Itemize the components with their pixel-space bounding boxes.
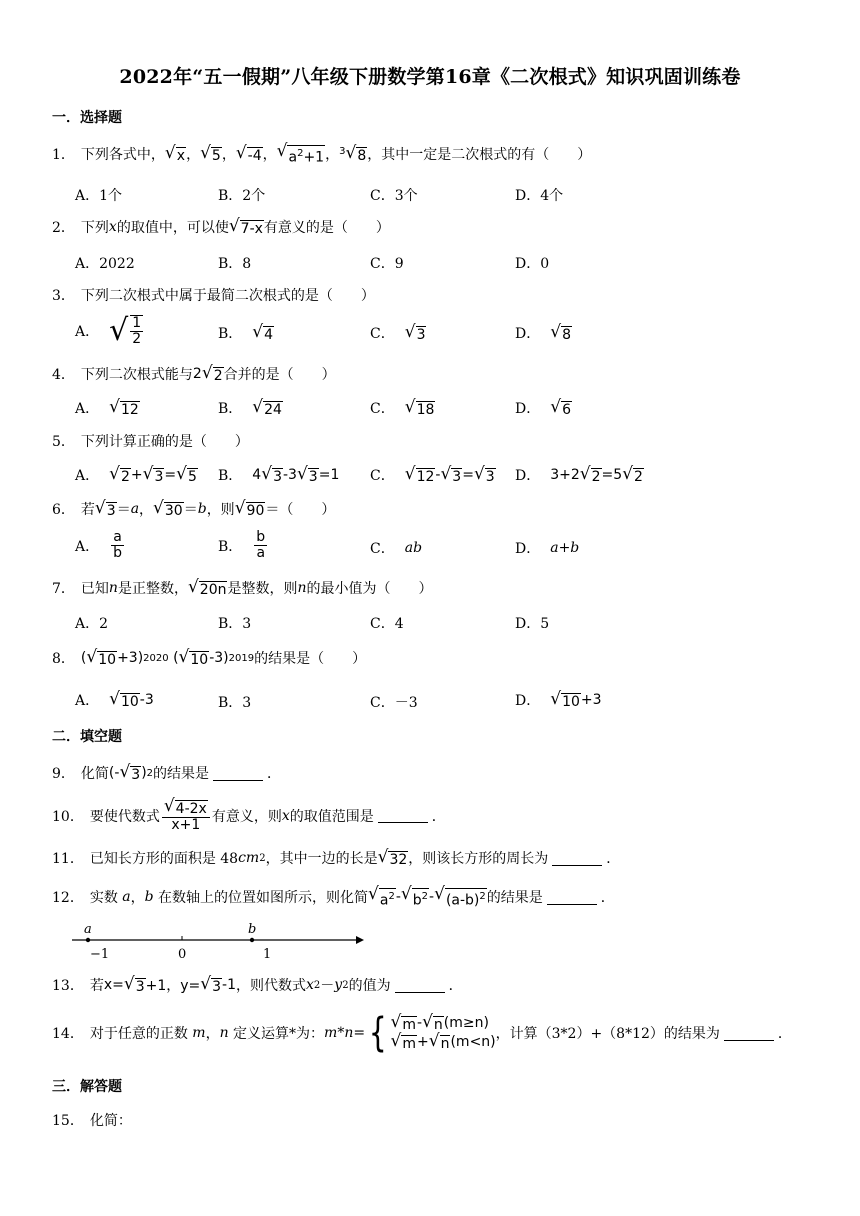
question-3: 3． 下列二次根式中属于最简二次根式的是（ ） <box>52 288 375 304</box>
answer-blank[interactable] <box>724 1026 774 1041</box>
option-d: D． √ 8 <box>515 321 571 343</box>
section-choice: 一．选择题 <box>52 110 122 126</box>
option: B．2个 <box>218 188 266 204</box>
question-15: 15． 化简： <box>52 1113 132 1129</box>
option: D．4个 <box>515 188 564 204</box>
option-c: C． √ 18 <box>370 396 435 418</box>
option: A．2 <box>75 616 109 632</box>
svg-text:a: a <box>84 922 92 937</box>
option: B．8 <box>218 256 252 272</box>
svg-text:1: 1 <box>263 947 272 962</box>
option-c: C． √ 12 - √ 3 = √ 3 <box>370 463 495 485</box>
answer-blank[interactable] <box>213 766 263 781</box>
question-14: 14． 对于任意的正数 m ， n 定义运算*为： m * n = { √ m - √ n (m≥n) √ m + √ n (m<n) ，计算（3*2）+（8*12）的结果为 ． <box>52 1010 792 1056</box>
point-b <box>250 938 254 942</box>
svg-text:0: 0 <box>178 947 187 962</box>
svg-text:b: b <box>248 922 257 937</box>
option: B．3 <box>218 616 252 632</box>
page-title: 2022年“五一假期”八年级下册数学第16章《二次根式》知识巩固训练卷 <box>119 66 741 88</box>
piecewise-definition: √ m - √ n (m≥n) √ m + √ n (m<n) <box>390 1012 496 1052</box>
question-2: 2． 下列 x 的取值中，可以使 √ 7-x 有意义的是（ ） <box>52 215 390 237</box>
question-12: 12． 实数 a ， b 在数轴上的位置如图所示，则化简 √ $a^2$ - √ $b^2$ - √ $(a-b)^2$ 的结果是 ． <box>52 884 615 909</box>
option-b: B． √ 24 <box>218 396 282 418</box>
question-10: 10． 要使代数式 √ 4-2x x+1 有意义，则 x 的取值范围是 ． <box>52 796 446 833</box>
option-d: D． √ 10 +3 <box>515 688 602 710</box>
option-c: C． ab <box>370 540 423 557</box>
number-line <box>70 920 370 962</box>
option-b: B． √ 4 <box>218 321 274 343</box>
option-b: B．3 <box>218 695 252 711</box>
question-8: 8． ( √ 10 +3) 2020 ( √ 10 -3) 2019 的结果是（ ） <box>52 646 367 668</box>
svg-text:−1: −1 <box>90 947 110 962</box>
section-fill: 二．填空题 <box>52 729 122 745</box>
q8-expression: ( √ 10 +3) 2020 ( √ 10 -3) 2019 <box>80 646 255 668</box>
question-6: 6． 若 √ 3 ＝ a ， √ 30 ＝ b ，则 √ 90 ＝（ ） <box>52 497 336 519</box>
question-13: 13． 若 x= √ 3 +1，y= √ 3 -1 ，则代数式 x 2 － y 2 的值为 ． <box>52 973 463 995</box>
option: C．3个 <box>370 188 418 204</box>
answer-blank[interactable] <box>547 890 597 905</box>
option: D．5 <box>515 616 550 632</box>
answer-blank[interactable] <box>395 978 445 993</box>
option-d: D． √ 6 <box>515 396 571 418</box>
option-a: A． √ 10 -3 <box>75 688 154 710</box>
question-9: 9． 化简 (- √ 3 ) 2 的结果是 ． <box>52 761 282 783</box>
question-5: 5． 下列计算正确的是（ ） <box>52 434 249 450</box>
question-11: 11． 已知长方形的面积是 48 cm 2 ，其中一边的长是 √ 32 ，则该长方形的周长为 ． <box>52 846 621 868</box>
option-c: C． √ 3 <box>370 321 426 343</box>
option: C．4 <box>370 616 404 632</box>
point-a <box>86 938 90 942</box>
question-4: 4． 下列二次根式能与 2 √ 2 合并的是（ ） <box>52 362 336 384</box>
option: D．0 <box>515 256 550 272</box>
option-d: D． 3+2 √ 2 =5 √ 2 <box>515 463 643 485</box>
option-c: C．－3 <box>370 695 418 711</box>
answer-blank[interactable] <box>552 851 602 866</box>
option-a: A． √ 12 <box>75 396 139 418</box>
q1-expressions: √ x ， √ 5 ， √ -4 ， √ $a^2+1$ ， $^3$ √ 8 <box>164 141 367 166</box>
question-1: 1． 下列各式中， √ x ， √ 5 ， √ -4 ， √ $a^2+1$ ， $^3$ √ 8 ，其中一定是二次根式的有（ ） <box>52 141 592 166</box>
q10-fraction: √ 4-2x x+1 <box>162 798 210 833</box>
option-a: A． √ 2 + √ 3 = √ 5 <box>75 463 197 485</box>
option-a: A． $\frac{a}{b}$ <box>75 529 123 561</box>
question-7: 7． 已知 n 是正整数， √ 20n 是整数，则 n 的最小值为（ ） <box>52 576 433 598</box>
option-d: D． a+b <box>515 540 580 557</box>
option: C．9 <box>370 256 404 272</box>
option-b: B． $\frac{b}{a}$ <box>218 529 266 561</box>
option-a: A． √ $\frac{1}{2}$ <box>75 313 142 348</box>
option: A．2022 <box>75 256 135 272</box>
section-answer: 三．解答题 <box>52 1079 122 1095</box>
answer-blank[interactable] <box>378 808 428 823</box>
option: A．1个 <box>75 188 123 204</box>
option-b: B． 4 √ 3 -3 √ 3 =1 <box>218 463 340 485</box>
